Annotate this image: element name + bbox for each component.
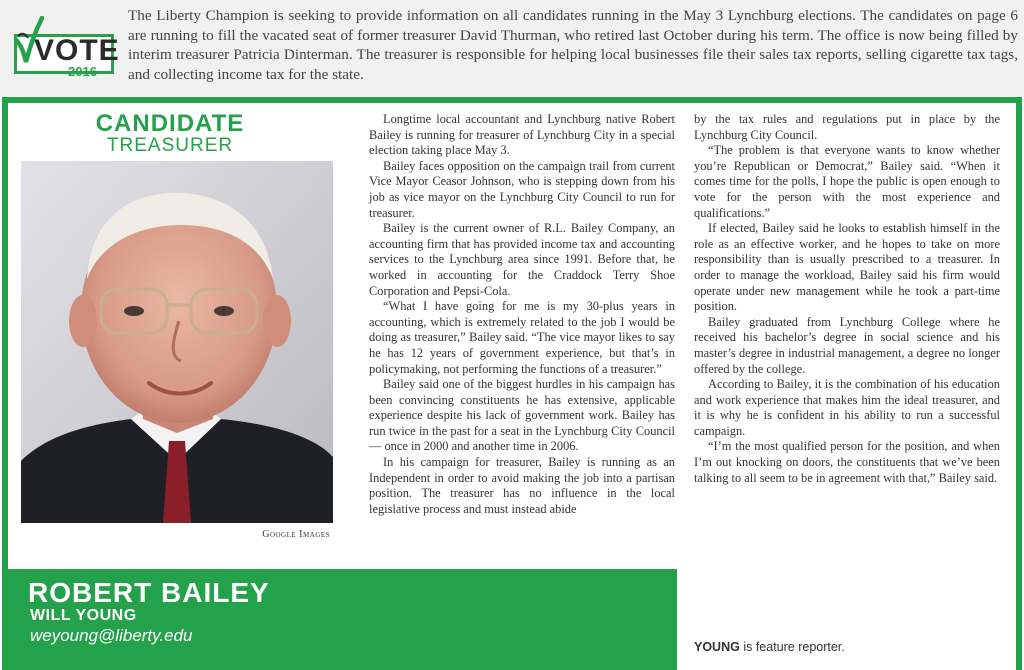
vote-year: 2016: [68, 64, 97, 79]
author-tagline: [694, 640, 845, 654]
article-paragraph: Bailey faces opposition on the campaign trail from current Vice Mayor Ceasor Johnson, who is stepping down from his job as vice mayor on the Lynchburg City Council to run for treasurer.: [369, 158, 675, 220]
article-paragraph: Bailey graduated from Lynchburg College where he received his bachelor’s degree in social science and his master’s degree in industrial management, a degree no longer offered by the college.: [694, 314, 1000, 376]
article-paragraph: In his campaign for treasurer, Bailey is running as an Independent in order to avoid making the job into a partisan position. The treasurer has no influence in the local legislative process and must instead abide: [369, 455, 675, 516]
article-column-1: [369, 112, 675, 517]
author-email[interactable]: weyoung@liberty.edu: [30, 626, 193, 645]
vote-2016-logo: [8, 12, 120, 79]
tagline-name: YOUNG: [694, 640, 740, 654]
candidate-portrait-illustration: [21, 161, 333, 523]
intro-paragraph: The Liberty Champion is seeking to provide information on all candidates running in the May 3 Lynchburg elections. The candidates on page 6 are running to fill the vacated seat of former treasurer David Thurman, who retired last October during his term. The office is now being filled by interim treasurer Patricia Dinterman. The treasurer is responsible for helping local businesses file their sales tax reports, selling cigarette tax tags, and collecting income tax for the state.: [128, 7, 1018, 83]
article-paragraph-continued: by the tax rules and regulations put in place by the Lynchburg City Council.: [694, 112, 1000, 142]
article-paragraph: If elected, Bailey said he looks to establish himself in the role as an effective worker, and he hopes to take on more responsibility than is usually prescribed to a treasurer. In order to manage the workload, Bailey said his firm would operate under new management while he took a part-time position.: [694, 221, 1000, 314]
candidate-name: ROBERT BAILEY: [28, 577, 270, 608]
author-name: WILL YOUNG: [30, 607, 137, 624]
intro-band: [0, 0, 1024, 96]
vote-word: VOTE: [34, 34, 120, 67]
article-paragraph: “The problem is that everyone wants to know whether you’re Republican or Democrat,” Bailey said. “When it comes time for the polls, I hope the public is open enough to vote for the person with the most experience and qualifications.”: [694, 143, 1000, 220]
article-paragraph: Longtime local accountant and Lynchburg native Robert Bailey is running for treasurer of Lynchburg City in a special election taking place May 3.: [369, 112, 675, 158]
article-column-2: [694, 112, 1000, 486]
article-paragraph: “What I have going for me is my 30-plus years in accounting, which is extremely related to the job I would be doing as treasurer,” Bailey said. “The vice mayor likes to say he has 12 years of government experience, but that’s in policymaking, not performing the functions of a treasurer.”: [369, 299, 675, 376]
article-paragraph: “I’m the most qualified person for the position, and when I’m out knocking on doors, the constituents that we’ve been talking to all seem to be in agreement with that,” Bailey said.: [694, 439, 1000, 485]
tagline-text: is feature reporter.: [739, 640, 845, 654]
article-paragraph: According to Bailey, it is the combination of his education and work experience that makes him the ideal treasurer, and it is why he is confident in his ability to run a successful campaign.: [694, 377, 1000, 438]
candidate-photo: [21, 161, 333, 523]
office-subheading: TREASURER: [106, 135, 234, 156]
photo-credit: Google Images: [262, 529, 330, 540]
article-paragraph: Bailey said one of the biggest hurdles in his campaign has been convincing constituents he has extensive, applicable experience despite his lack of government work. Bailey has run twice in the past for a seat in the Lynchburg City Council — once in 2000 and another time in 2006.: [369, 377, 675, 454]
candidate-heading: CANDIDATE: [95, 110, 245, 137]
article-paragraph: Bailey is the current owner of R.L. Bailey Company, an accounting firm that has provided income tax and accounting services to the Lynchburg area since 1991. Before that, he worked in accounting for the Craddock Terry Shoe Corporation and Pepsi-Cola.: [369, 221, 675, 298]
